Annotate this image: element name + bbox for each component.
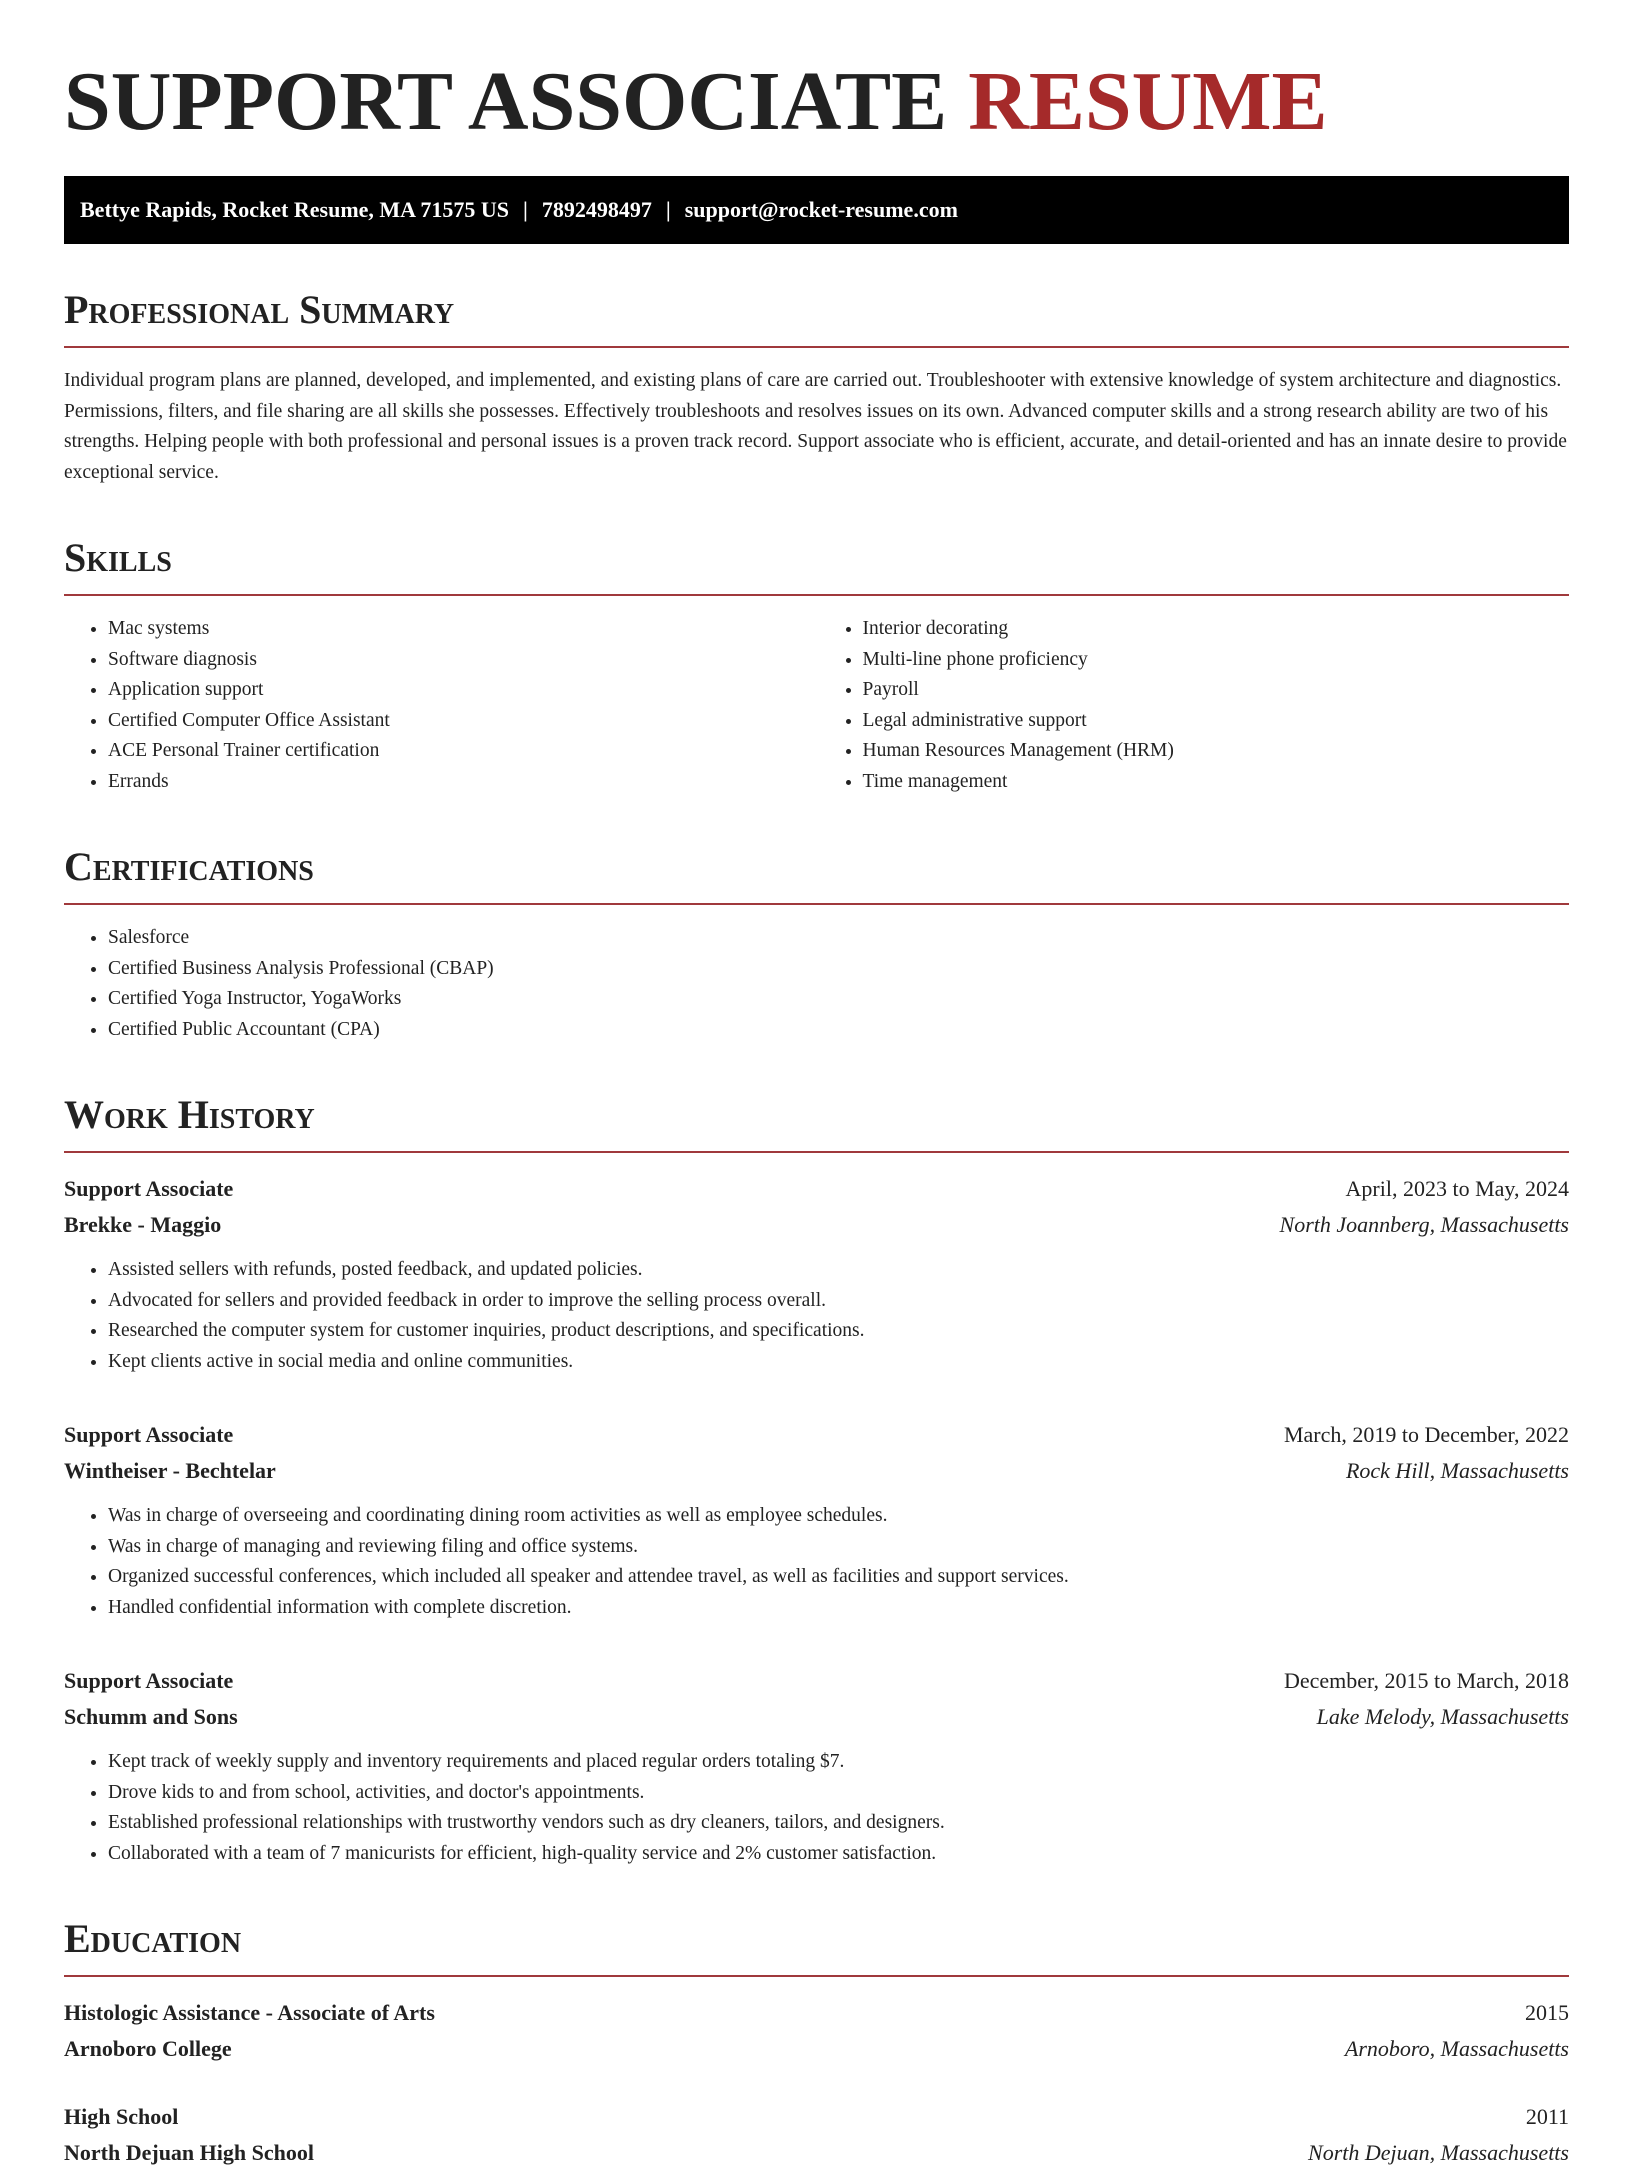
skill-item: • Legal administrative support — [863, 706, 1570, 737]
job-duty-item: • Was in charge of overseeing and coordinating dining room activities as well as employee schedules. — [108, 1501, 1569, 1532]
education-header-row — [64, 1995, 1569, 2031]
job-title: Support Associate — [64, 1668, 234, 1693]
contact-separator: | — [665, 197, 671, 222]
skill-item: • Software diagnosis — [108, 645, 817, 676]
certification-item: • Certified Public Accountant (CPA) — [108, 1015, 1569, 1046]
contact-separator: | — [522, 197, 528, 222]
skills-grid — [64, 614, 1569, 797]
contact-address: Bettye Rapids, Rocket Resume, MA 71575 US — [80, 197, 509, 222]
contact-email[interactable]: support@rocket-resume.com — [684, 197, 958, 222]
skills-column-right — [817, 614, 1570, 797]
job-duties-list — [64, 1255, 1569, 1377]
job-duty-item: • Established professional relationships with trustworthy vendors such as dry cleaners, tailors, and designers. — [108, 1808, 1569, 1839]
job-entry — [64, 1417, 1569, 1623]
skill-item: • Time management — [863, 767, 1570, 798]
job-dates: March, 2019 to December, 2022 — [1283, 1422, 1569, 1447]
certification-item: • Salesforce — [108, 923, 1569, 954]
job-duty-item: • Advocated for sellers and provided feedback in order to improve the selling process overall. — [108, 1286, 1569, 1317]
job-dates: April, 2023 to May, 2024 — [1345, 1176, 1569, 1201]
education-location: North Dejuan, Massachusetts — [1308, 2140, 1569, 2165]
contact-bar — [64, 176, 1569, 244]
education-school-row — [64, 2135, 1569, 2171]
job-duties-list — [64, 1501, 1569, 1623]
education-year: 2011 — [1525, 2104, 1569, 2129]
section-heading-education: Education — [64, 1916, 242, 1961]
education-degree: High School — [64, 2104, 179, 2129]
job-company: Wintheiser - Bechtelar — [64, 1458, 276, 1483]
section-divider — [64, 1975, 1569, 1977]
job-duty-item: • Was in charge of managing and reviewing filing and office systems. — [108, 1532, 1569, 1563]
section-heading-certifications: Certifications — [64, 844, 314, 889]
education-location: Arnoboro, Massachusetts — [1344, 2036, 1569, 2061]
job-company: Brekke - Maggio — [64, 1212, 222, 1237]
skill-item: • ACE Personal Trainer certification — [108, 736, 817, 767]
education-school: North Dejuan High School — [64, 2140, 314, 2165]
job-company: Schumm and Sons — [64, 1704, 238, 1729]
section-divider — [64, 1151, 1569, 1153]
skill-item: • Application support — [108, 675, 817, 706]
summary-section — [64, 286, 1569, 488]
job-duty-item: • Handled confidential information with complete discretion. — [108, 1593, 1569, 1624]
job-dates: December, 2015 to March, 2018 — [1283, 1668, 1569, 1693]
job-duties-list — [64, 1747, 1569, 1869]
job-duty-item: • Drove kids to and from school, activities, and doctor's appointments. — [108, 1778, 1569, 1809]
job-location: Rock Hill, Massachusetts — [1345, 1458, 1569, 1483]
certifications-section — [64, 843, 1569, 1045]
education-degree: Histologic Assistance - Associate of Arts — [64, 2000, 435, 2025]
education-year: 2015 — [1525, 2000, 1569, 2025]
skill-item: • Errands — [108, 767, 817, 798]
skills-section — [64, 534, 1569, 797]
job-location: Lake Melody, Massachusetts — [1316, 1704, 1569, 1729]
job-header-row — [64, 1417, 1569, 1453]
education-section — [64, 1915, 1569, 2171]
job-location: North Joannberg, Massachusetts — [1279, 1212, 1569, 1237]
section-divider — [64, 594, 1569, 596]
job-duty-item: • Assisted sellers with refunds, posted feedback, and updated policies. — [108, 1255, 1569, 1286]
job-duty-item: • Organized successful conferences, which included all speaker and attendee travel, as well as facilities and support services. — [108, 1562, 1569, 1593]
skill-item: • Human Resources Management (HRM) — [863, 736, 1570, 767]
job-duty-item: • Kept clients active in social media and online communities. — [108, 1347, 1569, 1378]
title-main: SUPPORT ASSOCIATE — [64, 55, 948, 148]
job-title: Support Associate — [64, 1422, 234, 1447]
education-entry — [64, 1995, 1569, 2067]
job-header-row — [64, 1663, 1569, 1699]
education-school-row — [64, 2031, 1569, 2067]
skill-item: • Multi-line phone proficiency — [863, 645, 1570, 676]
section-divider — [64, 346, 1569, 348]
job-company-row — [64, 1207, 1569, 1243]
title-accent: RESUME — [968, 55, 1328, 148]
work-history-section — [64, 1091, 1569, 1869]
job-company-row — [64, 1699, 1569, 1735]
skill-item: • Mac systems — [108, 614, 817, 645]
skills-list-right — [817, 614, 1570, 797]
job-title: Support Associate — [64, 1176, 234, 1201]
skill-item: • Payroll — [863, 675, 1570, 706]
job-duty-item: • Collaborated with a team of 7 manicurists for efficient, high-quality service and 2% customer satisfaction. — [108, 1839, 1569, 1870]
section-heading-skills: Skills — [64, 535, 172, 580]
job-entry — [64, 1663, 1569, 1869]
job-company-row — [64, 1453, 1569, 1489]
job-duty-item: • Kept track of weekly supply and inventory requirements and placed regular orders totaling $7. — [108, 1747, 1569, 1778]
certification-item: • Certified Yoga Instructor, YogaWorks — [108, 984, 1569, 1015]
skills-column-left — [64, 614, 817, 797]
skill-item: • Certified Computer Office Assistant — [108, 706, 817, 737]
education-school: Arnoboro College — [64, 2036, 232, 2061]
skill-item: • Interior decorating — [863, 614, 1570, 645]
skills-list-left — [64, 614, 817, 797]
education-entry — [64, 2099, 1569, 2171]
job-entry — [64, 1171, 1569, 1377]
job-header-row — [64, 1171, 1569, 1207]
section-heading-work-history: Work History — [64, 1092, 315, 1137]
certification-item: • Certified Business Analysis Professional (CBAP) — [108, 954, 1569, 985]
resume-title — [64, 52, 1569, 152]
education-header-row — [64, 2099, 1569, 2135]
section-divider — [64, 903, 1569, 905]
certifications-list — [64, 923, 1569, 1045]
contact-phone[interactable]: 7892498497 — [541, 197, 652, 222]
job-duty-item: • Researched the computer system for customer inquiries, product descriptions, and specifications. — [108, 1316, 1569, 1347]
section-heading-summary: Professional Summary — [64, 287, 455, 332]
summary-text: Individual program plans are planned, developed, and implemented, and existing plans of care are carried out. Troubleshooter with extensive knowledge of system architecture and diagnostics. Permissions, filters, and file sharing are all skills she possesses. Effectively troubleshoots and resolves issues on its own. Advanced computer skills and a strong research ability are two of his strengths. Helping people with both professional and personal issues is a proven track record. Support associate who is efficient, accurate, and detail-oriented and has an innate desire to provide exceptional service. — [64, 370, 1567, 483]
